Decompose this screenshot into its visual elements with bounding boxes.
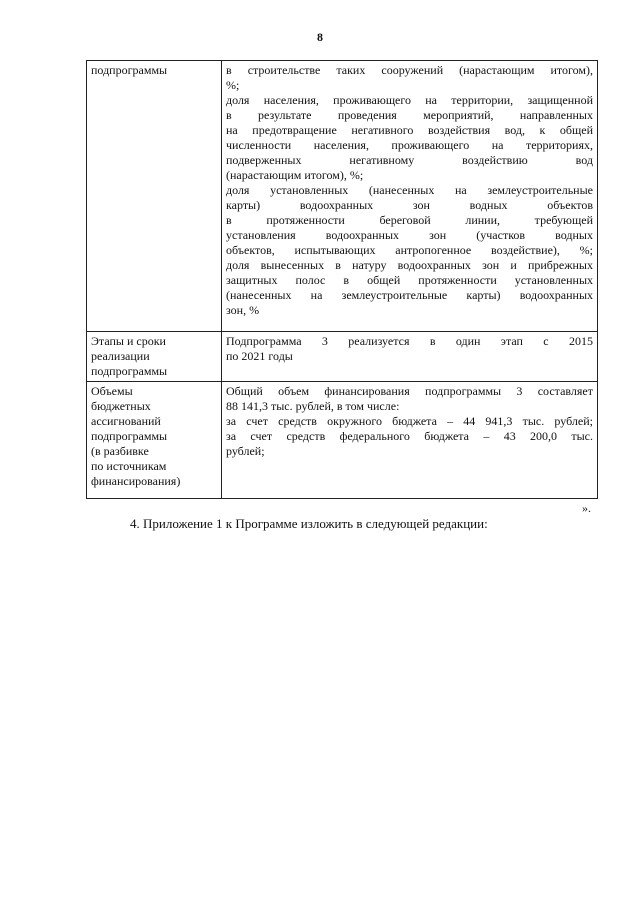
row-label-line: по источникам <box>91 459 167 473</box>
row-label-cell <box>87 332 222 382</box>
row-content-line: в протяженности береговой линии, требующей <box>226 213 593 227</box>
table-row-indicators <box>87 61 598 332</box>
row-label-line: ассигнований <box>91 414 161 428</box>
row-content-line: объектов, испытывающих антропогенное воздействие), %; <box>226 243 593 257</box>
row-content-line: 88 141,3 тыс. рублей, в том числе: <box>226 399 400 413</box>
row-label-line: подпрограммы <box>91 429 168 443</box>
row-content-line: Подпрограмма 3 реализуется в один этап с 2015 <box>226 334 593 348</box>
row-label-line: подпрограммы <box>91 63 168 77</box>
row-label-line: Объемы <box>91 384 133 398</box>
row-content-line: в строительстве таких сооружений (нарастающим итогом), <box>226 63 593 77</box>
row-label-line: реализации <box>91 349 150 363</box>
row-content-line: подверженных негативному воздействию вод <box>226 153 593 167</box>
row-content-line: на предотвращение негативного воздействия вод, к общей <box>226 123 593 137</box>
row-content-line: за счет средств окружного бюджета – 44 941,3 тыс. рублей; <box>226 414 593 428</box>
page-number: 8 <box>317 30 323 44</box>
row-content-line: рублей; <box>226 444 265 458</box>
row-content-line: доля установленных (нанесенных на землеустроительные <box>226 183 593 197</box>
row-content-line: зон, % <box>226 303 260 317</box>
row-content-line: %; <box>226 78 240 92</box>
row-content-line: защитных полос в общей протяженности установленных <box>226 273 593 287</box>
table-row-stages <box>87 332 598 382</box>
row-label-line: финансирования) <box>91 474 181 488</box>
row-content-line: численности населения, проживающего на территориях, <box>226 138 593 152</box>
amendment-paragraph: 4. Приложение 1 к Программе изложить в следующей редакции: <box>130 516 488 531</box>
row-content-cell <box>222 61 598 332</box>
row-content-line: (нарастающим итогом), %; <box>226 168 364 182</box>
row-content-cell <box>222 382 598 499</box>
row-content-cell <box>222 332 598 382</box>
row-label-cell <box>87 61 222 332</box>
row-label-line: бюджетных <box>91 399 151 413</box>
row-label-line: (в разбивке <box>91 444 149 458</box>
row-content-line: в результате проведения мероприятий, направленных <box>226 108 593 122</box>
row-content-line: за счет средств федерального бюджета – 43 200,0 тыс. <box>226 429 593 443</box>
closing-quote: ». <box>582 501 591 515</box>
row-content-line: по 2021 годы <box>226 349 293 363</box>
row-content-line: Общий объем финансирования подпрограммы 3 составляет <box>226 384 593 398</box>
subprogram-passport-table <box>86 60 598 499</box>
row-content-line: карты) водоохранных зон водных объектов <box>226 198 593 212</box>
row-label-cell <box>87 382 222 499</box>
row-content-line: доля вынесенных в натуру водоохранных зон и прибрежных <box>226 258 593 272</box>
row-content-line: доля населения, проживающего на территории, защищенной <box>226 93 593 107</box>
row-label-line: Этапы и сроки <box>91 334 166 348</box>
table-row-budget <box>87 382 598 499</box>
row-label-line: подпрограммы <box>91 364 168 378</box>
row-content-line: (нанесенных на землеустроительные карты) водоохранных <box>226 288 593 302</box>
row-content-line: установления водоохранных зон (участков водных <box>226 228 593 242</box>
